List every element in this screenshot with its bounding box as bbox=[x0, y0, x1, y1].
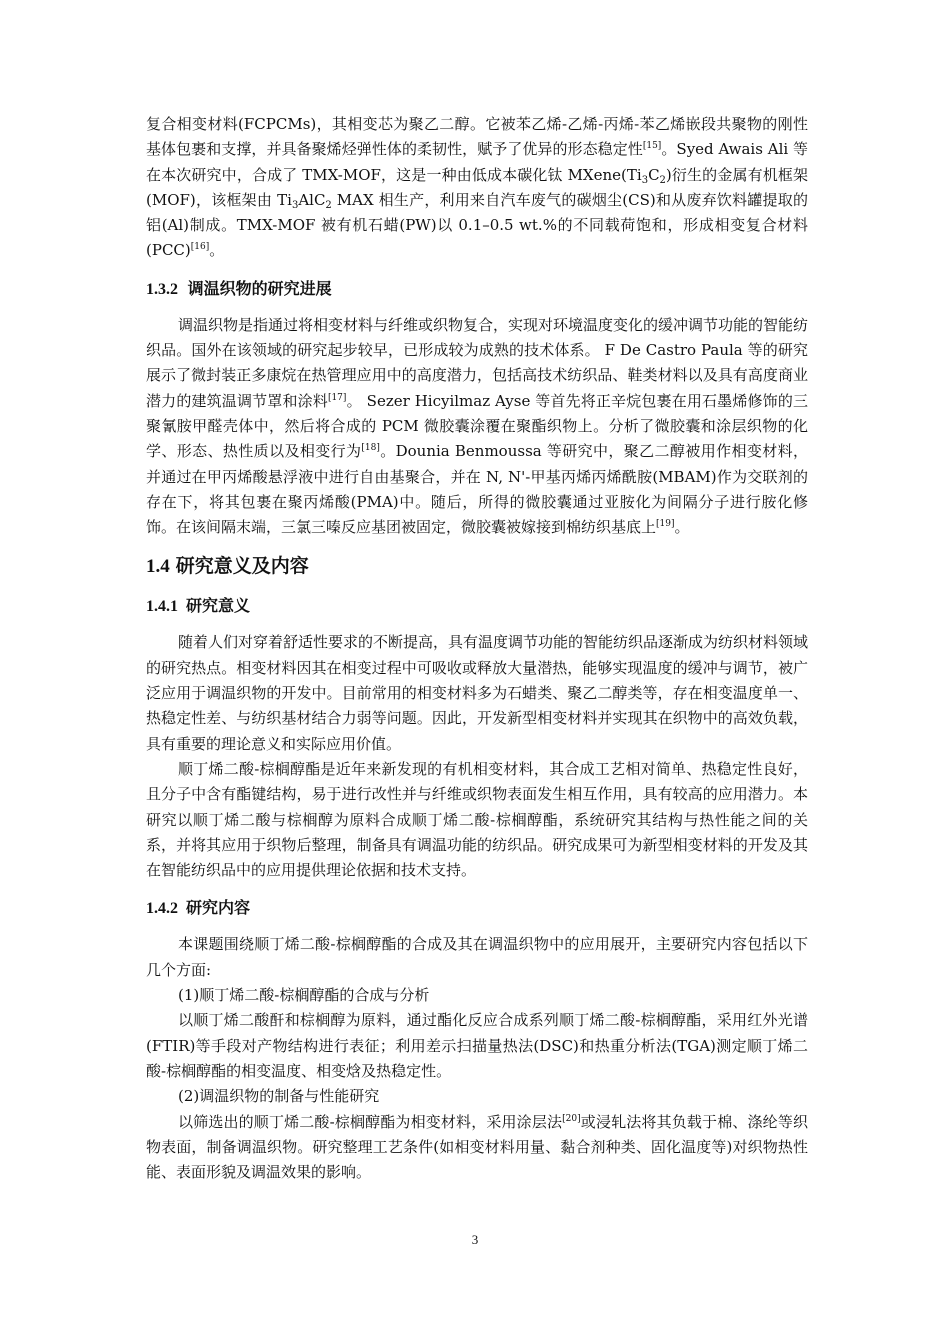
paragraph-significance-1: 随着人们对穿着舒适性要求的不断提高，具有温度调节功能的智能纺织品逐渐成为纺织材料领域的研究热点。相变材料因其在相变过程中可吸收或释放大量潜热，能够实现温度的缓冲与调节，被广泛应用于调温织物的开发中。目前常用的相变材料多为石蜡类、聚乙二醇类等，存在相变温度单一、热稳定性差、与纺织基材结合力弱等问题。因此，开发新型相变材料并实现其在织物中的高效负载，具有重要的理论意义和实际应用价值。 bbox=[146, 633, 809, 753]
paragraph-thermo-fabric-progress: 调温织物是指通过将相变材料与纤维或织物复合，实现对环境温度变化的缓冲调节功能的智能纺织品。国外在该领域的研究起步较早，已形成较为成熟的技术体系。 F De Castro Paula 等的研究展示了微封装正多康烷在热管理应用中的高度潜力，包括高技术纺织品、鞋类材料以及具有高度商业潜力的建筑温调节罩和涂料[17]。 Sezer Hicyilmaz Ayse 等首先将正辛烷包裹在用石墨烯修饰的三聚氰胺甲醛壳体中，然后将合成的 PCM 微胶囊涂覆在聚酯织物上。分析了微胶囊和涂层织物的化学、形态、热性质以及相变行为[18]。Dounia Benmoussa 等研究中，聚乙二醇被用作相变材料，并通过在甲丙烯酸悬浮液中进行自由基聚合，并在 N, N'-甲基丙烯丙烯酰胺(MBAM)作为交联剂的存在下，将其包裹在聚丙烯酸(PMA)中。随后，所得的微胶囊通过亚胺化为间隔分子进行胺化修饰。在该间隔末端，三氯三嗪反应基团被固定，微胶囊被嫁接到棉纺织基底上[19]。 bbox=[146, 315, 809, 537]
page-body bbox=[146, 112, 808, 1185]
list-item-2-title: (2)调温织物的制备与性能研究 bbox=[178, 1087, 380, 1106]
heading-1-4-2: 1.4.2 研究内容 bbox=[146, 898, 251, 918]
paragraph-content-intro: 本课题围绕顺丁烯二酸-棕榈醇酯的合成及其在调温织物中的应用展开，主要研究内容包括以下几个方面: bbox=[146, 935, 808, 979]
heading-1-4: 1.4 研究意义及内容 bbox=[146, 555, 309, 578]
citation-17: [17] bbox=[327, 392, 347, 403]
citation-16: [16] bbox=[190, 242, 210, 253]
paragraph-significance-2: 顺丁烯二酸-棕榈醇酯是近年来新发现的有机相变材料，其合成工艺相对简单、热稳定性良好，且分子中含有酯键结构，易于进行改性并与纤维或织物表面发生相互作用，具有较高的应用潜力。本研究以顺丁烯二酸与棕榈醇为原料合成顺丁烯二酸-棕榈醇酯，系统研究其结构与热性能之间的关系，并将其应用于织物后整理，制备具有调温功能的纺织品。研究成果可为新型相变材料的开发及其在智能纺织品中的应用提供理论依据和技术支持。 bbox=[146, 759, 808, 880]
heading-1-4-1: 1.4.1 研究意义 bbox=[146, 596, 251, 616]
list-item-1-body: 以顺丁烯二酸酐和棕榈醇为原料，通过酯化反应合成系列顺丁烯二酸-棕榈醇酯，采用红外光谱(FTIR)等手段对产物结构进行表征；利用差示扫描量热法(DSC)和热重分析法(TGA)测定顺丁烯二酸-棕榈醇酯的相变温度、相变焓及热稳定性。 bbox=[146, 1011, 808, 1080]
citation-20: [20] bbox=[562, 1113, 581, 1124]
page-number: 3 bbox=[471, 1232, 479, 1247]
list-item-1-title: (1)顺丁烯二酸-棕榈醇酯的合成与分析 bbox=[178, 986, 430, 1005]
heading-1-3-2: 1.3.2 调温织物的研究进展 bbox=[146, 278, 332, 298]
list-item-2-body: 以筛选出的顺丁烯二酸-棕榈醇酯为相变材料，采用涂层法[20]或浸轧法将其负载于棉、涤纶等织物表面，制备调温织物。研究整理工艺条件(如相变材料用量、黏合剂种类、固化温度等)对织物热性能、表面形貌及调温效果的影响。 bbox=[146, 1112, 808, 1182]
citation-18: [18] bbox=[361, 443, 380, 454]
paragraph-fcpcm-tmx-mof: 复合相变材料(FCPCMs)，其相变芯为聚乙二醇。它被苯乙烯-乙烯-丙烯-苯乙烯嵌段共聚物的刚性基体包裹和支撑，并具备聚烯烃弹性体的柔韧性，赋予了优异的形态稳定性[15]。Syed Awais Ali 等在本次研究中，合成了 TMX-MOF，这是一种由低成本碳化钛 $MXene(Ti_3C_2)$衍生的金属有机框架(MOF)，该框架由 $Ti_3AlC_2$ MAX 相生产，利用来自汽车废气的碳烟尘(CS)和从废弃饮料罐提取的铝(Al)制成。TMX-MOF 被有机石蜡(PW)以 0.1–0.5 wt.%的不同载荷饱和，形成相变复合材料(PCC)[16]。 bbox=[146, 115, 809, 260]
citation-15: [15] bbox=[642, 141, 662, 152]
citation-19: [19] bbox=[656, 519, 675, 530]
